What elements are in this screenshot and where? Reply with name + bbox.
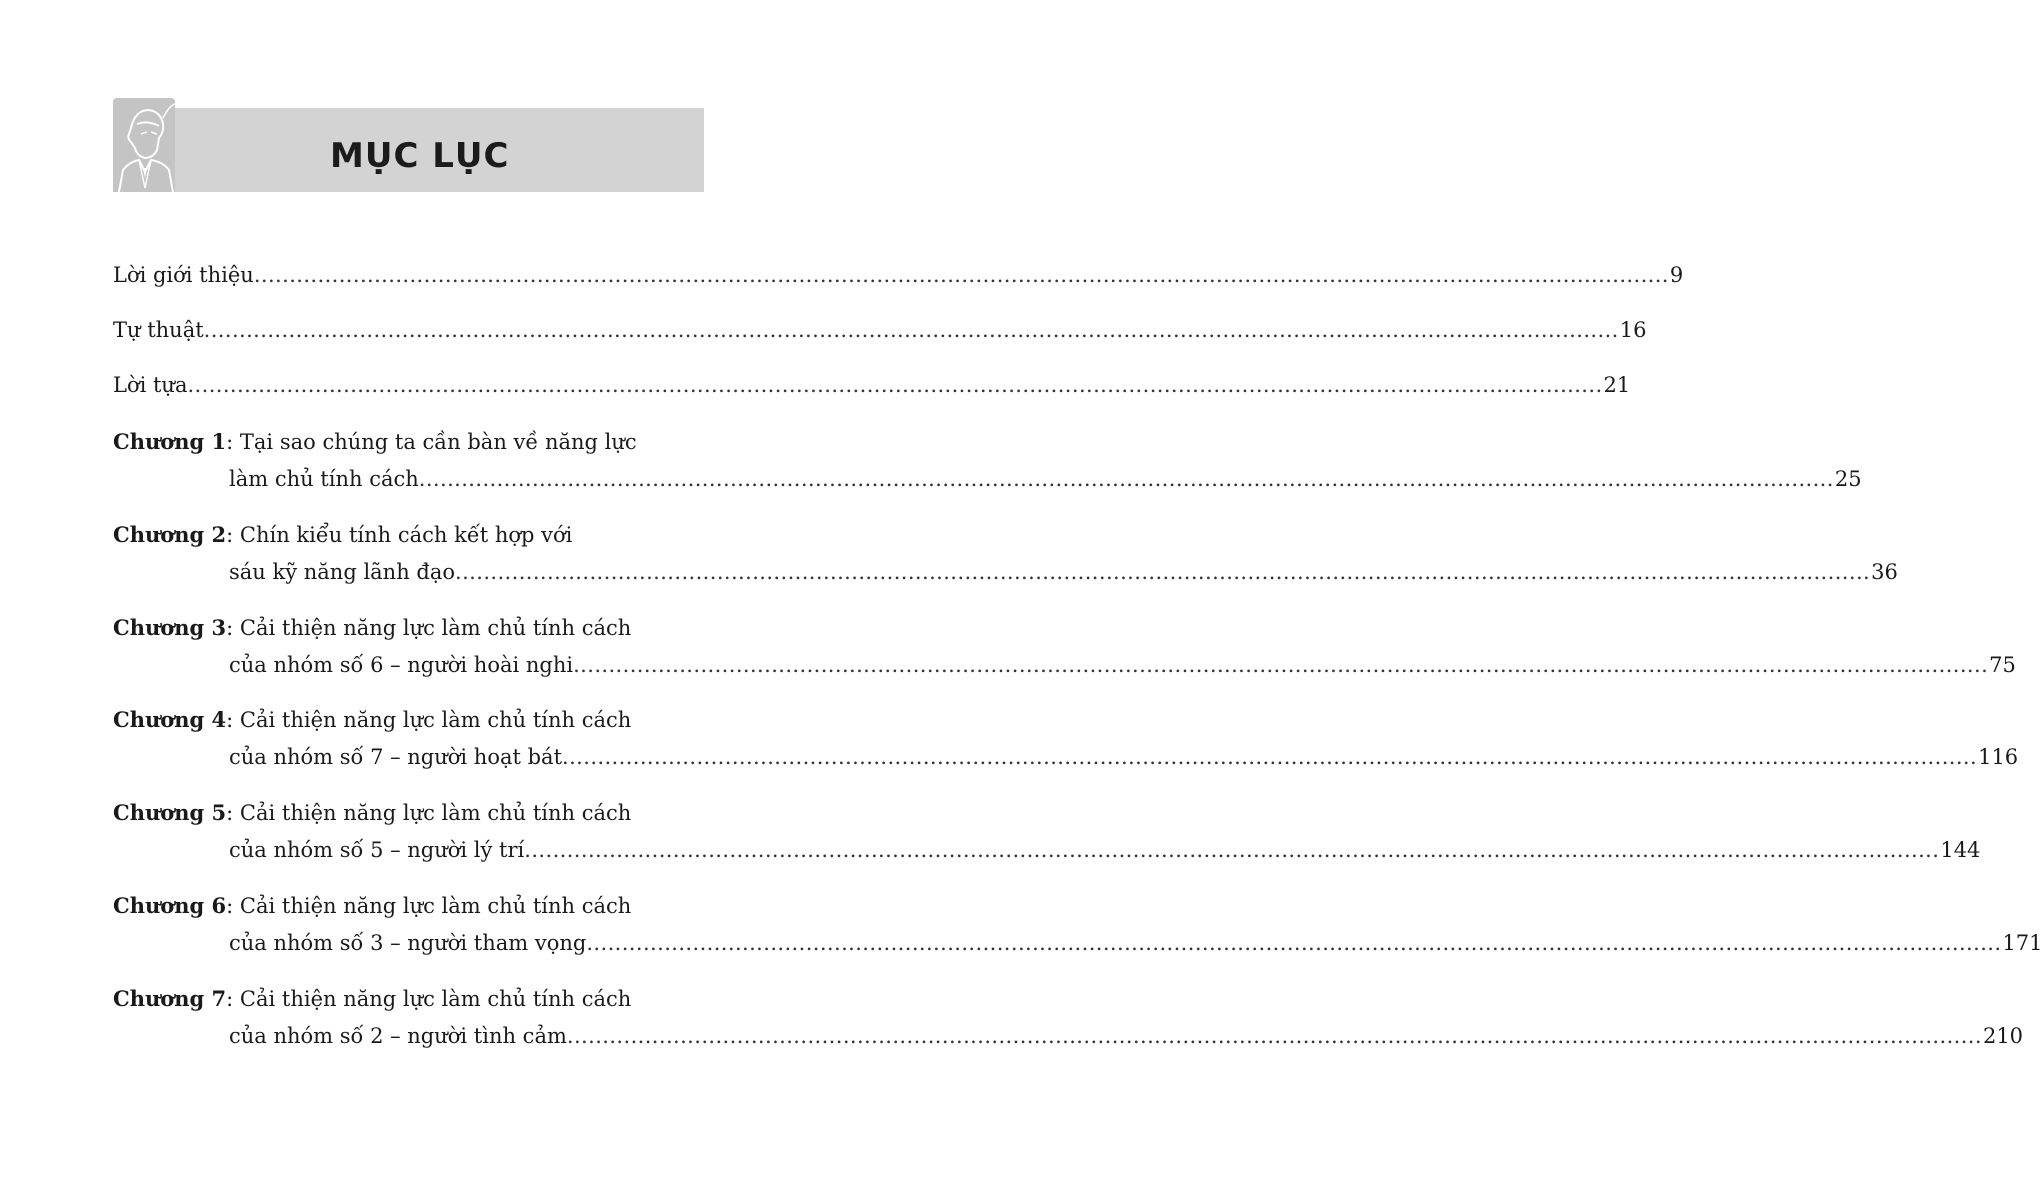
toc-chapter-3-line2[interactable] [229,645,2016,685]
toc-entry-memoir[interactable] [113,310,1647,350]
chapter-title-line1: Cải thiện năng lực làm chủ tính cách [239,894,632,918]
chapter-title-line1: Chín kiểu tính cách kết hợp với [239,523,573,547]
toc-entry-preface[interactable] [113,365,1631,405]
toc-chapter-4-line2[interactable] [229,737,2019,777]
dot-leader: ........................................................................................................................................................................................................ [187,373,1603,397]
chapter-label: Chương 4 [113,707,227,732]
logo-box [113,98,175,192]
chapter-title-line2: của nhóm số 2 – người tình cảm [229,1024,567,1048]
dot-leader: ........................................................................................................................................................................................................ [562,745,1978,769]
toc-chapter-4[interactable]: Chương 4: Cải thiện năng lực làm chủ tính cách [113,707,632,732]
chapter-title-line1: Tại sao chúng ta cần bàn về năng lực [239,430,637,454]
dot-leader: ........................................................................................................................................................................................................ [455,560,1871,584]
chapter-label: Chương 7 [113,986,227,1011]
toc-page-number: 21 [1603,373,1631,397]
toc-chapter-5[interactable]: Chương 5: Cải thiện năng lực làm chủ tính cách [113,800,632,825]
toc-page-number: 144 [1940,838,1981,862]
chapter-title-line2: của nhóm số 7 – người hoạt bát [229,745,563,769]
toc-chapter-6-line2[interactable] [229,923,2043,963]
toc-chapter-5-line2[interactable] [229,830,1981,870]
chapter-label: Chương 2 [113,522,227,547]
dot-leader: ........................................................................................................................................................................................................ [566,1024,1982,1048]
dot-leader: ........................................................................................................................................................................................................ [203,318,1619,342]
toc-chapter-6[interactable]: Chương 6: Cải thiện năng lực làm chủ tính cách [113,893,632,918]
toc-chapter-7-line2[interactable] [229,1016,2024,1056]
toc-chapter-3[interactable]: Chương 3: Cải thiện năng lực làm chủ tính cách [113,615,632,640]
toc-page-number: 210 [1982,1024,2024,1048]
dot-leader: ........................................................................................................................................................................................................ [253,263,1669,287]
toc-chapter-7[interactable]: Chương 7: Cải thiện năng lực làm chủ tính cách [113,986,632,1011]
toc-entry-label: Tự thuật [113,318,204,342]
toc-entry-label: Lời giới thiệu [113,263,254,287]
toc-chapter-2-line2[interactable] [229,552,1898,592]
chapter-label: Chương 3 [113,615,227,640]
toc-page-number: 25 [1834,467,1862,491]
toc-entry-intro[interactable] [113,255,1684,295]
toc-page-number: 16 [1619,318,1647,342]
dot-leader: ........................................................................................................................................................................................................ [586,931,2002,955]
chapter-title-line1: Cải thiện năng lực làm chủ tính cách [239,708,632,732]
chapter-title-line2: của nhóm số 6 – người hoài nghi [229,653,574,677]
chapter-label: Chương 6 [113,893,227,918]
chapter-title-line2: của nhóm số 3 – người tham vọng [229,931,587,955]
toc-entry-label: Lời tựa [113,373,188,397]
chapter-title-line1: Cải thiện năng lực làm chủ tính cách [239,616,632,640]
dot-leader: ........................................................................................................................................................................................................ [418,467,1834,491]
toc-page-number: 36 [1871,560,1898,584]
chapter-label: Chương 1 [113,429,227,454]
toc-page-number: 9 [1669,263,1684,287]
dot-leader: ........................................................................................................................................................................................................ [573,653,1989,677]
page-title: MỤC LỤC [330,136,510,176]
chapter-label: Chương 5 [113,800,227,825]
dot-leader: ........................................................................................................................................................................................................ [524,838,1940,862]
toc-page-number: 116 [1978,745,2019,769]
chapter-title-line1: Cải thiện năng lực làm chủ tính cách [239,987,632,1011]
chapter-title-line1: Cải thiện năng lực làm chủ tính cách [239,801,632,825]
chapter-title-line2: sáu kỹ năng lãnh đạo [229,560,456,584]
toc-chapter-1-line2[interactable] [229,459,1862,499]
toc-page-number: 171 [2002,931,2043,955]
leader-portrait-icon [113,98,175,192]
toc-chapter-1[interactable]: Chương 1: Tại sao chúng ta cần bàn về năng lực [113,429,637,454]
chapter-title-line2: của nhóm số 5 – người lý trí [229,838,525,862]
toc-page-number: 75 [1989,653,2016,677]
chapter-title-line2: làm chủ tính cách [229,467,419,491]
toc-chapter-2[interactable]: Chương 2: Chín kiểu tính cách kết hợp với [113,522,573,547]
